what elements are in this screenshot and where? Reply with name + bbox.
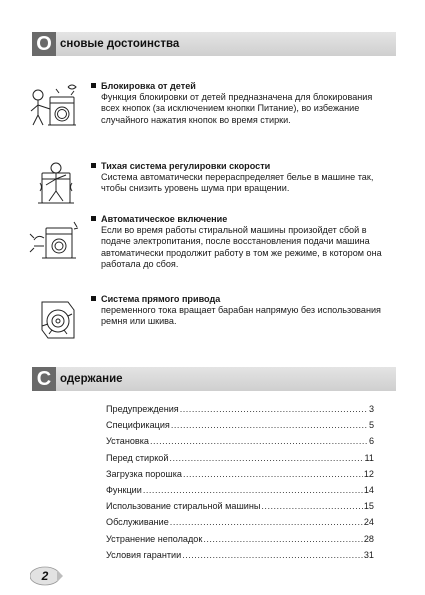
feature-heading-text: Система прямого привода xyxy=(101,294,221,304)
toc-entry-page: 5 xyxy=(368,420,374,431)
page-number: 2 xyxy=(41,569,49,583)
toc-entry-page: 12 xyxy=(363,468,374,479)
toc-entry[interactable] xyxy=(106,453,374,469)
toc-entry[interactable] xyxy=(106,485,374,501)
toc-entry-label: Предупреждения xyxy=(106,404,179,414)
bullet-icon xyxy=(91,83,96,88)
contents-section-letter: С xyxy=(32,367,56,391)
toc-entry[interactable] xyxy=(106,436,374,452)
feature-heading xyxy=(91,214,391,225)
toc-entry-page: 6 xyxy=(368,436,374,447)
toc-entry-label: Загрузка порошка xyxy=(106,468,182,479)
toc-entry[interactable] xyxy=(106,501,374,517)
toc-entry-page: 31 xyxy=(363,549,374,560)
toc-entry-page: 11 xyxy=(364,452,374,463)
bullet-icon xyxy=(91,163,96,168)
features-section-title: сновые достоинства xyxy=(60,38,180,50)
toc-dot-leader xyxy=(169,453,363,463)
toc-entry-label: Условия гарантии xyxy=(106,549,182,560)
toc-entry[interactable] xyxy=(106,534,374,550)
direct-drive-motor-illustration-icon xyxy=(28,294,82,346)
toc-dot-leader xyxy=(150,436,368,446)
auto-restart-illustration-icon xyxy=(28,214,82,266)
feature-body: Система автоматически перераспределяет белье в машине так, чтобы снизить уровень шума при вращении. xyxy=(101,172,374,194)
toc-entry-page: 14 xyxy=(363,484,374,495)
toc-dot-leader xyxy=(203,534,363,544)
toc-dot-leader xyxy=(171,420,368,430)
feature-body: Если во время работы стиральной машины произойдет сбой в подаче электропитания, после восстановления подачи машина автоматически продолжит работу в том же режиме, в котором она работала до сбоя. xyxy=(101,225,382,269)
toc-dot-leader xyxy=(182,550,363,560)
contents-section-title: одержание xyxy=(60,373,123,385)
toc-entry-label: Обслуживание xyxy=(106,517,169,528)
toc-dot-leader xyxy=(261,501,362,511)
feature-body: переменного тока вращает барабан напрямую без использования ремня или шкива. xyxy=(101,305,381,327)
toc-entry-page: 15 xyxy=(363,501,374,512)
toc-dot-leader xyxy=(180,404,368,414)
bullet-icon xyxy=(91,296,96,301)
feature-heading-text: Автоматическое включение xyxy=(101,214,228,224)
toc-entry-page: 3 xyxy=(368,404,374,414)
toc-entry[interactable] xyxy=(106,404,374,420)
feature-heading-text: Тихая система регулировки скорости xyxy=(101,161,271,171)
page-number-badge xyxy=(30,566,63,586)
toc-entry-label: Функции xyxy=(106,484,142,495)
table-of-contents xyxy=(106,404,374,566)
contents-section-header xyxy=(32,367,396,391)
toc-entry-label: Установка xyxy=(106,436,149,447)
toc-entry[interactable] xyxy=(106,517,374,533)
toc-dot-leader xyxy=(170,517,363,527)
feature-body: Функция блокировки от детей предназначена для блокирования всех кнопок (за исключением кнопки Питание), во избежание случайного нажатия кнопок во время стирки. xyxy=(101,92,373,125)
toc-entry-label: Перед стиркой xyxy=(106,452,169,463)
child-lock-illustration-icon xyxy=(28,81,82,133)
toc-entry-page: 28 xyxy=(363,533,374,544)
toc-entry[interactable] xyxy=(106,550,374,566)
toc-entry[interactable] xyxy=(106,420,374,436)
feature-heading xyxy=(91,81,391,92)
features-section-letter: О xyxy=(32,32,56,56)
quiet-person-illustration-icon xyxy=(28,161,82,213)
toc-entry-label: Спецификация xyxy=(106,420,170,431)
toc-entry-label: Использование стиральной машины xyxy=(106,501,261,512)
feature-heading xyxy=(91,161,391,172)
toc-dot-leader xyxy=(183,469,363,479)
toc-entry-label: Устранение неполадок xyxy=(106,533,203,544)
feature-heading xyxy=(91,294,391,305)
toc-dot-leader xyxy=(143,485,363,495)
bullet-icon xyxy=(91,216,96,221)
features-section-header xyxy=(32,32,396,56)
toc-entry-page: 24 xyxy=(363,517,374,528)
toc-entry[interactable] xyxy=(106,469,374,485)
feature-heading-text: Блокировка от детей xyxy=(101,81,196,91)
